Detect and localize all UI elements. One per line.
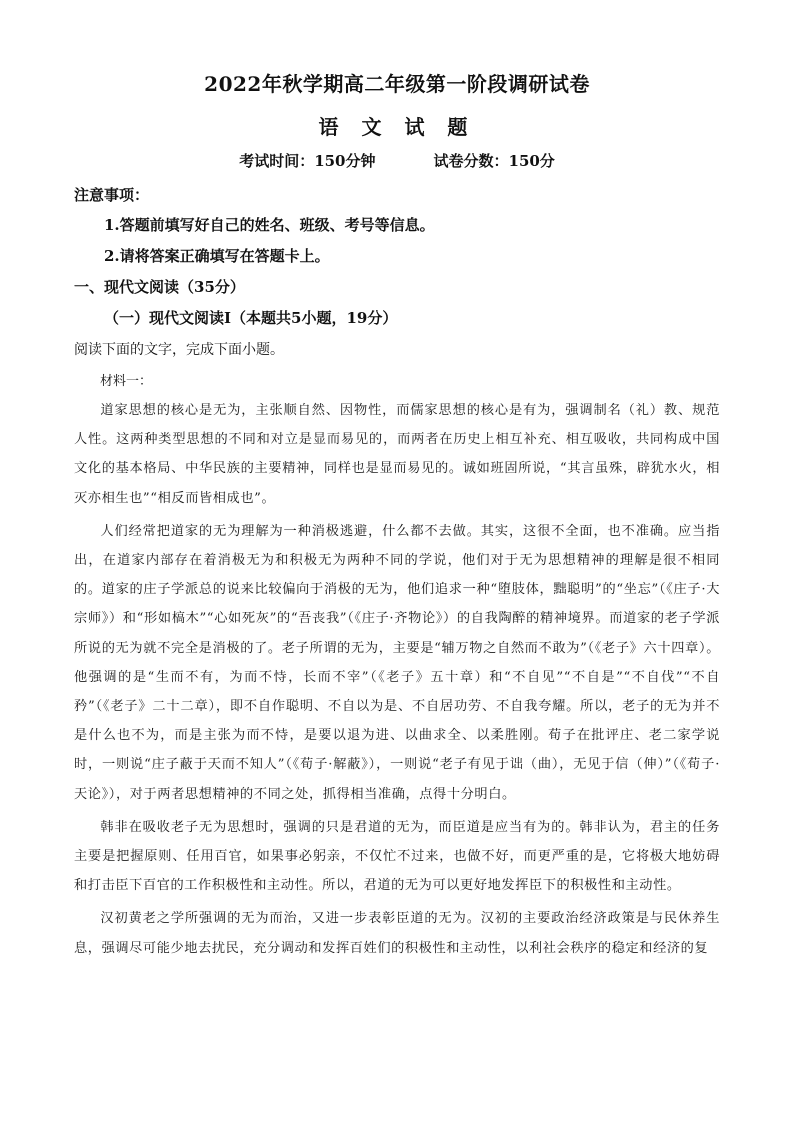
section-heading: 一、现代文阅读（35分） (74, 278, 245, 296)
material-body (74, 396, 720, 963)
exam-time: 考试时间：150分钟 (239, 152, 376, 170)
reading-instruction: 阅读下面的文字，完成下面小题。 (74, 342, 284, 358)
note-item-1: 1.答题前填写好自己的姓名、班级、考号等信息。 (104, 216, 435, 234)
paragraph: 汉初黄老之学所强调的无为而治，又进一步表彰臣道的无为。汉初的主要政治经济政策是与民休养生息，强调尽可能少地去扰民，充分调动和发挥百姓们的积极性和主动性，以利社会秩序的稳定和经济的复 (74, 911, 720, 956)
paragraph: 韩非在吸收老子无为思想时，强调的只是君道的无为，而臣道是应当有为的。韩非认为，君主的任务主要是把握原则、任用百官，如果事必躬亲，不仅忙不过来，也做不好，而更严重的是，它将极大地妨碍和打击臣下百官的工作积极性和主动性。所以，君道的无为可以更好地发挥臣下的积极性和主动性。 (74, 819, 720, 894)
material-label: 材料一： (100, 374, 153, 389)
subject-title: 语 文 试 题 (318, 115, 476, 139)
notes-heading: 注意事项： (74, 186, 150, 204)
paragraph: 人们经常把道家的无为理解为一种消极逃避，什么都不去做。其实，这很不全面，也不准确。应当指出，在道家内部存在着消极无为和积极无为两种不同的学说，他们对于无为思想精神的理解是很不相同的。道家的庄子学派总的说来比较偏向于消极的无为，他们追求一种“堕肢体，黜聪明”的“坐忘”（《庄子·大宗师》）和“形如槁木”“心如死灰”的“吾丧我”（《庄子·齐物论》）的自我陶醉的精神境界。而道家的老子学派所说的无为就不完全是消极的了。老子所谓的无为，主要是“辅万物之自然而不敢为”（《老子》六十四章）。他强调的是“生而不有，为而不恃，长而不宰”（《老子》五十章）和“不自见”“不自是”“不自伐”“不自矜”（《老子》二十二章），即不自作聪明、不自以为是、不自居功劳、不自我夸耀。所以，老子的无为并不是什么也不为，而是主张为而不恃，是要以退为进、以曲求全、以柔胜刚。荀子在批评庄、老二家学说时，一则说“庄子蔽于天而不知人”（《荀子·解蔽》），一则说“老子有见于诎（曲），无见于信（伸）”（《荀子·天论》），对于两者思想精神的不同之处，抓得相当准确，点得十分明白。 (74, 523, 720, 802)
note-item-2: 2.请将答案正确填写在答题卡上。 (104, 247, 330, 265)
subsection-heading: （一）现代文阅读Ⅰ（本题共5小题，19分） (104, 309, 398, 327)
exam-info (0, 150, 794, 171)
exam-title: 2022年秋学期高二年级第一阶段调研试卷 (204, 72, 590, 96)
paragraph: 道家思想的核心是无为，主张顺自然、因物性，而儒家思想的核心是有为，强调制名（礼）教、规范人性。这两种类型思想的不同和对立是显而易见的，而两者在历史上相互补充、相互吸收，共同构成中国文化的基本格局、中华民族的主要精神，同样也是显而易见的。诚如班固所说，“其言虽殊，辟犹水火，相灭亦相生也”“相反而皆相成也”。 (74, 403, 720, 506)
total-score: 试卷分数：150分 (433, 152, 555, 170)
